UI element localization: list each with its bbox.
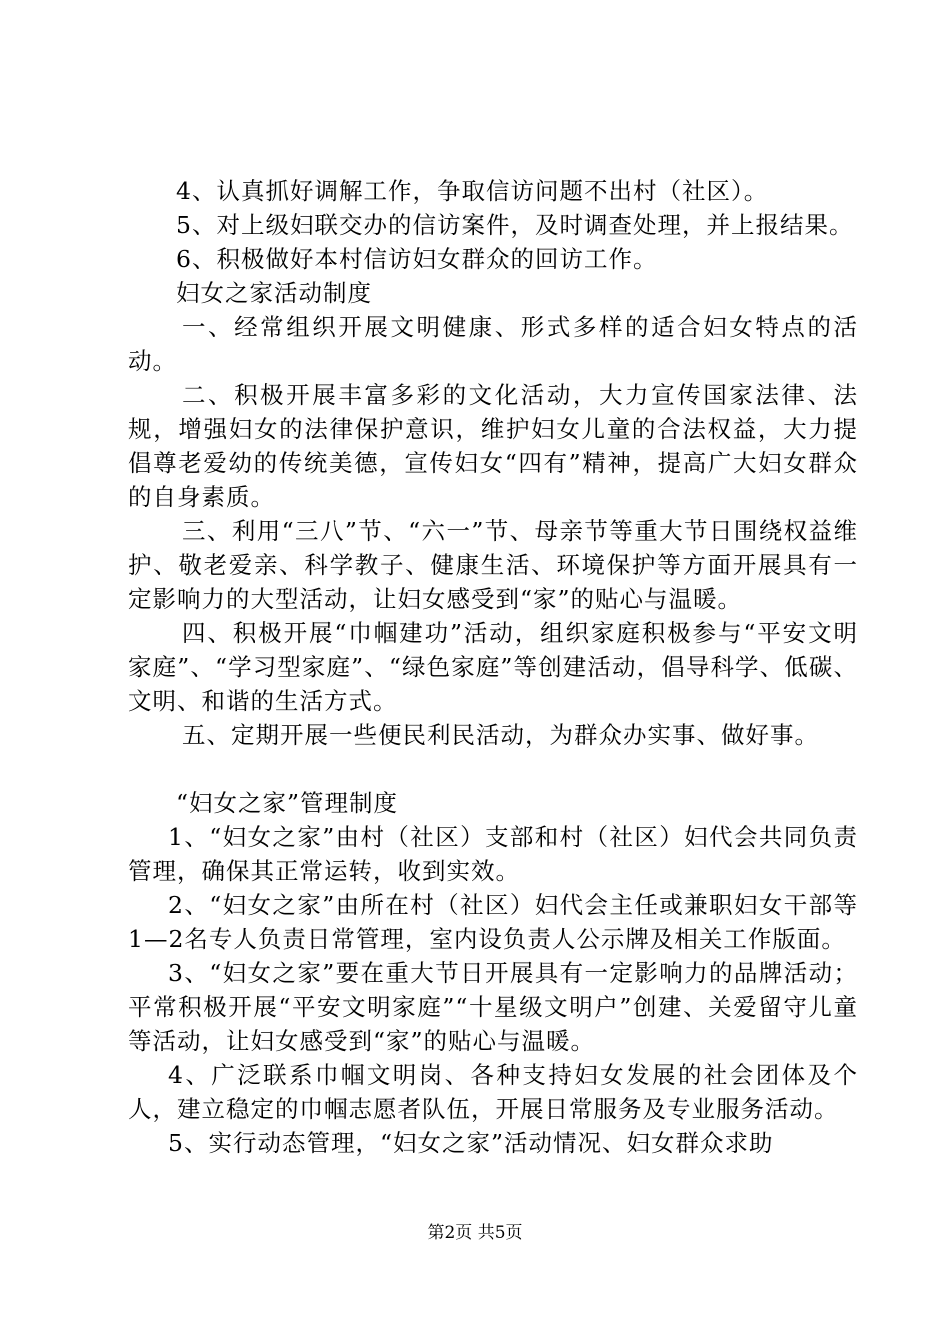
document-body xyxy=(128,174,858,1160)
paragraph: 4、广泛联系巾帼文明岗、各种支持妇女发展的社会团体及个人，建立稳定的巾帼志愿者队伍，开展日常服务及专业服务活动。 xyxy=(128,1061,858,1123)
paragraph: 3、“妇女之家”要在重大节日开展具有一定影响力的品牌活动；平常积极开展“平安文明家庭”“十星级文明户”创建、关爱留守儿童等活动，让妇女感受到“家”的贴心与温暖。 xyxy=(128,959,858,1055)
paragraph: 五、定期开展一些便民利民活动，为群众办实事、做好事。 xyxy=(182,721,819,749)
paragraph: 二、积极开展丰富多彩的文化活动，大力宣传国家法律、法规，增强妇女的法律保护意识，维护妇女儿童的合法权益，大力提倡尊老爱幼的传统美德，宣传妇女“四有”精神，提高广大妇女群众的自身素质。 xyxy=(128,381,858,511)
page-footer xyxy=(0,1218,950,1243)
paragraph: 四、积极开展“巾帼建功”活动，组织家庭积极参与“平安文明家庭”、“学习型家庭”、“绿色家庭”等创建活动，倡导科学、低碳、文明、和谐的生活方式。 xyxy=(128,619,858,715)
paragraph: 三、利用“三八”节、“六一”节、母亲节等重大节日围绕权益维护、敬老爱亲、科学教子、健康生活、环境保护等方面开展具有一定影响力的大型活动，让妇女感受到“家”的贴心与温暖。 xyxy=(128,517,858,613)
page-number: 第2页 共5页 xyxy=(427,1223,523,1243)
paragraph: 一、经常组织开展文明健康、形式多样的适合妇女特点的活动。 xyxy=(128,313,858,375)
paragraph: 5、实行动态管理，“妇女之家”活动情况、妇女群众求助 xyxy=(168,1129,774,1157)
blank-line xyxy=(128,752,858,786)
section-title: 妇女之家活动制度 xyxy=(176,279,372,307)
paragraph: 5、对上级妇联交办的信访案件，及时调查处理，并上报结果。 xyxy=(176,211,854,239)
section-title: “妇女之家”管理制度 xyxy=(176,789,399,817)
paragraph: 1、“妇女之家”由村（社区）支部和村（社区）妇代会共同负责管理，确保其正常运转，收到实效。 xyxy=(128,823,858,885)
paragraph: 2、“妇女之家”由所在村（社区）妇代会主任或兼职妇女干部等1—2名专人负责日常管理，室内设负责人公示牌及相关工作版面。 xyxy=(128,891,858,953)
paragraph: 6、积极做好本村信访妇女群众的回访工作。 xyxy=(176,245,658,273)
paragraph: 4、认真抓好调解工作，争取信访问题不出村（社区）。 xyxy=(176,177,769,205)
